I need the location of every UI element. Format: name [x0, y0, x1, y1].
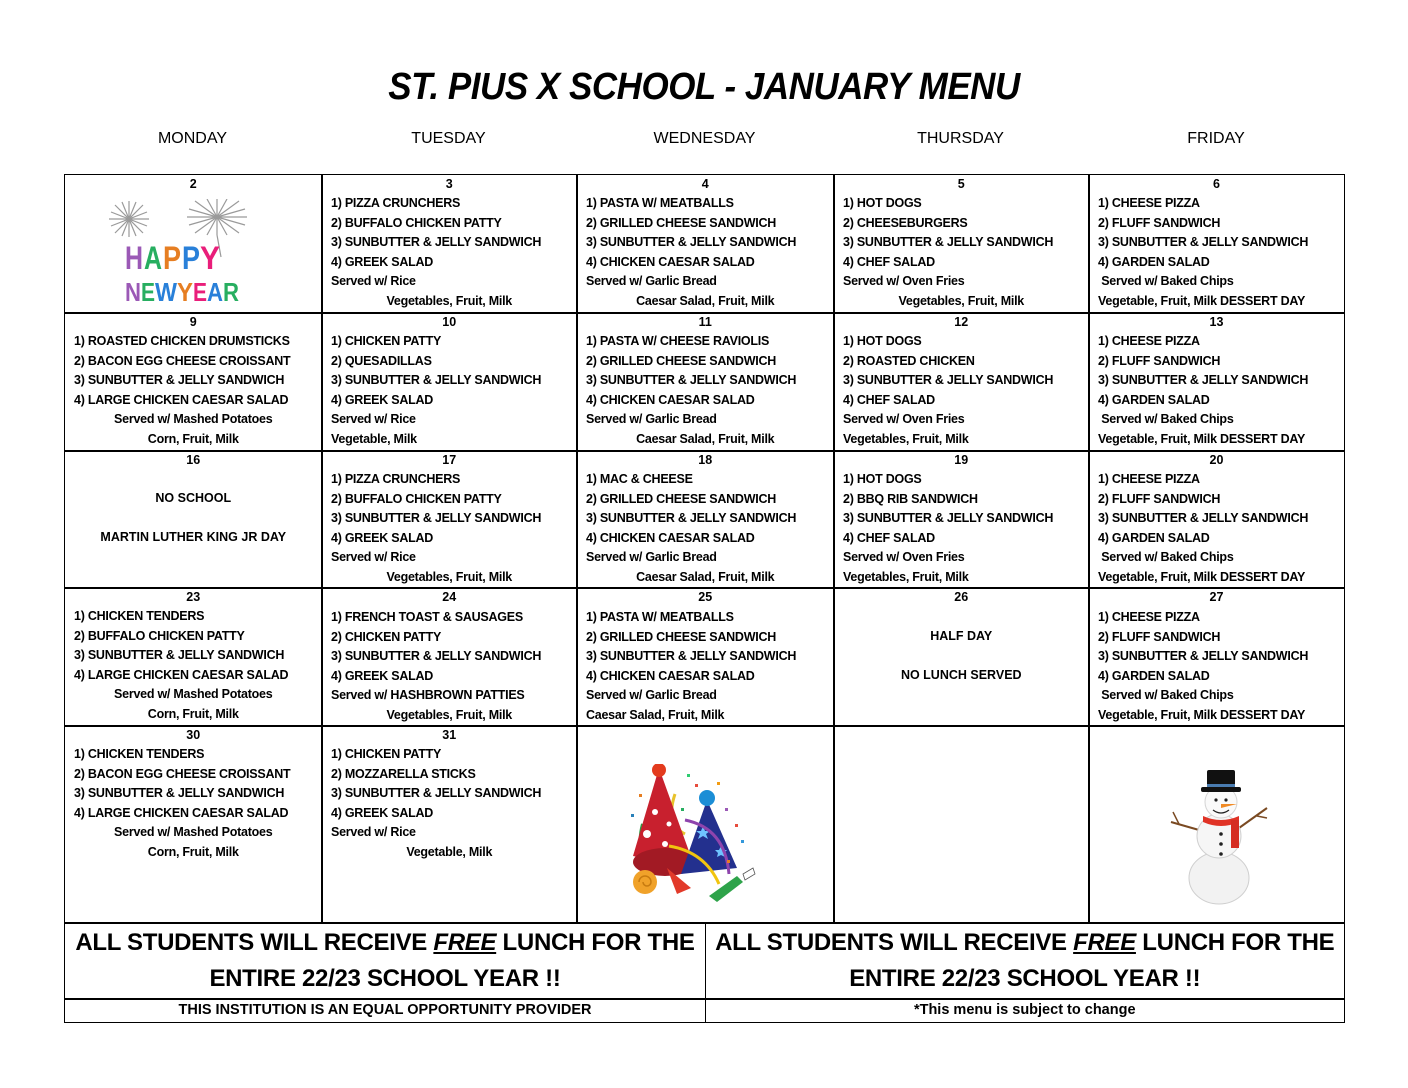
day-number: 23 [186, 590, 201, 604]
menu-item: 1) CHEESE PIZZA [1098, 472, 1200, 486]
menu-item: 1) PASTA W/ MEATBALLS [586, 610, 734, 624]
sides: Caesar Salad, Fruit, Milk [636, 569, 775, 584]
day-number: 19 [954, 453, 969, 467]
day-cell-jan-31 [321, 725, 578, 924]
free-emphasis: FREE [433, 929, 497, 956]
svg-text:Y: Y [177, 277, 193, 305]
day-number: 12 [954, 315, 969, 329]
menu-item: 1) CHICKEN TENDERS [74, 609, 205, 623]
day-cell-jan-20 [1088, 450, 1345, 589]
svg-text:P: P [163, 240, 181, 276]
day-cell-jan-30 [64, 725, 323, 924]
menu-item: 4) CHICKEN CAESAR SALAD [586, 530, 755, 545]
menu-item: 1) CHICKEN TENDERS [74, 747, 205, 761]
sides: Caesar Salad, Fruit, Milk [636, 431, 775, 446]
day-cell-jan-5 [833, 174, 1090, 314]
weekday-header-row [64, 130, 1344, 152]
day-number: 16 [186, 453, 201, 467]
day-cell-empty [833, 725, 1090, 924]
served-with: Served w/ Garlic Bread [586, 688, 717, 703]
menu-item: 4) CHEF SALAD [843, 530, 935, 545]
served-with: Served w/ Baked Chips [1098, 688, 1234, 703]
banner-line-2: ENTIRE 22/23 SCHOOL YEAR !! [209, 965, 561, 992]
menu-item: 4) GARDEN SALAD [1098, 254, 1210, 269]
banner-text: ALL STUDENTS WILL RECEIVE [715, 929, 1074, 956]
sides: Vegetable, Fruit, Milk DESSERT DAY [1098, 569, 1306, 584]
served-with: Served w/ Mashed Potatoes [114, 687, 273, 702]
served-with: Served w/ Garlic Bread [586, 274, 717, 289]
day-number: 2 [189, 177, 197, 191]
weekday-header-wednesday: WEDNESDAY [653, 130, 756, 147]
menu-item: 4) GARDEN SALAD [1098, 668, 1210, 683]
menu-item: 4) CHICKEN CAESAR SALAD [586, 254, 755, 269]
day-number: 20 [1209, 453, 1224, 467]
menu-item: 1) MAC & CHEESE [586, 472, 693, 486]
menu-item: 1) PASTA W/ CHEESE RAVIOLIS [586, 334, 770, 348]
menu-item: 1) ROASTED CHICKEN DRUMSTICKS [74, 334, 290, 348]
menu-item: 1) PIZZA CRUNCHERS [331, 472, 461, 486]
day-number: 26 [954, 590, 969, 604]
banner-text: ALL STUDENTS WILL RECEIVE [75, 929, 434, 956]
sides: Vegetable, Fruit, Milk DESSERT DAY [1098, 431, 1306, 446]
menu-item: 2) BUFFALO CHICKEN PATTY [74, 628, 245, 643]
menu-item: 2) GRILLED CHEESE SANDWICH [586, 629, 777, 644]
day-number: 18 [698, 453, 713, 467]
served-with: Served w/ Rice [331, 550, 416, 565]
menu-item: 2) ROASTED CHICKEN [843, 353, 975, 368]
day-number: 4 [701, 177, 709, 191]
svg-text:A: A [207, 277, 224, 305]
weekday-header-tuesday: TUESDAY [411, 130, 486, 147]
menu-item: 4) GREEK SALAD [331, 392, 434, 407]
menu-item: 3) SUNBUTTER & JELLY SANDWICH [331, 786, 542, 801]
day-cell-jan-11 [576, 312, 835, 452]
served-with: Served w/ Oven Fries [843, 412, 965, 427]
menu-item: 4) GREEK SALAD [331, 805, 434, 820]
day-number: 3 [445, 177, 453, 191]
svg-text:H: H [125, 240, 143, 276]
subject-to-change-note: *This menu is subject to change [705, 998, 1346, 1023]
menu-item: 2) BUFFALO CHICKEN PATTY [331, 491, 502, 506]
banner-text: LUNCH FOR THE [1135, 929, 1335, 956]
menu-item: 4) CHICKEN CAESAR SALAD [586, 668, 755, 683]
day-number: 17 [442, 453, 457, 467]
svg-text:Y: Y [200, 240, 220, 276]
svg-text:E: E [193, 277, 207, 305]
sides: Vegetables, Fruit, Milk [386, 569, 513, 584]
menu-item: 2) FLUFF SANDWICH [1098, 353, 1221, 368]
day-number: 27 [1209, 590, 1224, 604]
sides: Vegetable, Milk [331, 431, 417, 446]
menu-item: 1) CHEESE PIZZA [1098, 196, 1200, 210]
menu-item: 1) FRENCH TOAST & SAUSAGES [331, 610, 523, 624]
menu-item: 2) CHICKEN PATTY [331, 629, 442, 644]
page-title: ST. PIUS X SCHOOL - JANUARY MENU [388, 66, 1020, 108]
menu-item: 3) SUNBUTTER & JELLY SANDWICH [586, 511, 797, 526]
day-cell-jan-25 [576, 587, 835, 727]
day-cell-jan-12 [833, 312, 1090, 452]
day-number: 25 [698, 590, 713, 604]
day-cell-jan-23 [64, 587, 323, 727]
day-cell-jan-26 [833, 587, 1090, 727]
menu-item: 2) GRILLED CHEESE SANDWICH [586, 215, 777, 230]
menu-calendar-grid [64, 174, 1345, 1023]
served-with: Served w/ Garlic Bread [586, 550, 717, 565]
notice-half-day: HALF DAY [930, 629, 993, 643]
sides: Vegetables, Fruit, Milk [898, 293, 1025, 308]
equal-opportunity-note: THIS INSTITUTION IS AN EQUAL OPPORTUNITY PROVIDER [64, 998, 706, 1023]
menu-item: 1) HOT DOGS [843, 472, 922, 486]
served-with: Served w/ HASHBROWN PATTIES [331, 688, 525, 703]
day-cell-snowman-image [1088, 725, 1345, 924]
menu-item: 1) CHICKEN PATTY [331, 747, 442, 761]
menu-item: 4) GARDEN SALAD [1098, 530, 1210, 545]
served-with: Served w/ Oven Fries [843, 274, 965, 289]
menu-item: 2) BBQ RIB SANDWICH [843, 491, 978, 506]
weekday-header-monday: MONDAY [157, 130, 228, 147]
menu-item: 3) SUNBUTTER & JELLY SANDWICH [1098, 235, 1309, 250]
menu-item: 2) QUESADILLAS [331, 353, 432, 368]
served-with: Served w/ Mashed Potatoes [114, 412, 273, 427]
weekday-header-friday: FRIDAY [1187, 130, 1245, 147]
menu-item: 2) MOZZARELLA STICKS [331, 766, 476, 781]
day-number: 30 [186, 728, 201, 742]
menu-item: 2) GRILLED CHEESE SANDWICH [586, 353, 777, 368]
menu-item: 1) HOT DOGS [843, 334, 922, 348]
served-with: Served w/ Baked Chips [1098, 274, 1234, 289]
day-number: 9 [189, 315, 197, 329]
menu-item: 3) SUNBUTTER & JELLY SANDWICH [331, 511, 542, 526]
day-cell-jan-9 [64, 312, 323, 452]
day-number: 24 [442, 590, 457, 604]
menu-item: 3) SUNBUTTER & JELLY SANDWICH [331, 649, 542, 664]
day-cell-jan-27 [1088, 587, 1345, 727]
day-number: 10 [442, 315, 457, 329]
svg-text:A: A [144, 240, 162, 276]
menu-item: 2) BACON EGG CHEESE CROISSANT [74, 353, 291, 368]
menu-item: 4) LARGE CHICKEN CAESAR SALAD [74, 805, 289, 820]
day-cell-jan-17 [321, 450, 578, 589]
menu-item: 4) LARGE CHICKEN CAESAR SALAD [74, 667, 289, 682]
menu-item: 1) CHEESE PIZZA [1098, 334, 1200, 348]
day-cell-jan-6 [1088, 174, 1345, 314]
snowman-icon [1159, 766, 1279, 906]
menu-item: 3) SUNBUTTER & JELLY SANDWICH [74, 373, 285, 388]
served-with: Served w/ Baked Chips [1098, 550, 1234, 565]
notice-holiday: MARTIN LUTHER KING JR DAY [100, 529, 287, 544]
day-number: 5 [957, 177, 965, 191]
banner-line-1 [706, 925, 1345, 961]
day-cell-jan-2 [64, 174, 323, 314]
sides: Vegetable, Fruit, Milk DESSERT DAY [1098, 293, 1306, 308]
svg-text:N: N [125, 277, 141, 305]
menu-item: 2) FLUFF SANDWICH [1098, 629, 1221, 644]
served-with: Served w/ Rice [331, 274, 416, 289]
served-with: Served w/ Rice [331, 412, 416, 427]
menu-item: 4) GREEK SALAD [331, 530, 434, 545]
menu-item: 3) SUNBUTTER & JELLY SANDWICH [331, 235, 542, 250]
free-lunch-banner-right [705, 922, 1346, 1000]
banner-text: LUNCH FOR THE [496, 929, 695, 956]
weekday-header-thursday: THURSDAY [917, 130, 1004, 147]
menu-item: 3) SUNBUTTER & JELLY SANDWICH [843, 235, 1054, 250]
sides: Corn, Fruit, Milk [147, 431, 239, 446]
menu-item: 4) CHICKEN CAESAR SALAD [586, 392, 755, 407]
notice-no-school: NO SCHOOL [155, 491, 232, 505]
menu-item: 3) SUNBUTTER & JELLY SANDWICH [1098, 511, 1309, 526]
sides: Corn, Fruit, Milk [147, 706, 239, 721]
menu-item: 4) GREEK SALAD [331, 668, 434, 683]
served-with: Served w/ Mashed Potatoes [114, 825, 273, 840]
menu-item: 1) CHEESE PIZZA [1098, 610, 1200, 624]
menu-item: 2) FLUFF SANDWICH [1098, 215, 1221, 230]
free-lunch-banner-left [64, 922, 706, 1000]
banner-line-2: ENTIRE 22/23 SCHOOL YEAR !! [849, 965, 1201, 992]
menu-item: 2) FLUFF SANDWICH [1098, 491, 1221, 506]
sides: Caesar Salad, Fruit, Milk [586, 707, 725, 722]
day-cell-jan-19 [833, 450, 1090, 589]
menu-item: 4) LARGE CHICKEN CAESAR SALAD [74, 392, 289, 407]
svg-text:W: W [155, 277, 178, 305]
served-with: Served w/ Rice [331, 825, 416, 840]
day-cell-jan-10 [321, 312, 578, 452]
menu-item: 2) GRILLED CHEESE SANDWICH [586, 491, 777, 506]
day-cell-jan-18 [576, 450, 835, 589]
day-number: 11 [698, 315, 712, 329]
menu-item: 3) SUNBUTTER & JELLY SANDWICH [586, 649, 797, 664]
menu-item: 3) SUNBUTTER & JELLY SANDWICH [1098, 649, 1309, 664]
sides: Corn, Fruit, Milk [147, 844, 239, 859]
day-cell-jan-3 [321, 174, 578, 314]
menu-item: 1) CHICKEN PATTY [331, 334, 442, 348]
menu-item: 3) SUNBUTTER & JELLY SANDWICH [331, 373, 542, 388]
day-cell-party-image [576, 725, 835, 924]
party-hats-icon [625, 764, 775, 906]
menu-item: 3) SUNBUTTER & JELLY SANDWICH [1098, 373, 1309, 388]
menu-item: 4) GARDEN SALAD [1098, 392, 1210, 407]
day-cell-jan-24 [321, 587, 578, 727]
sides: Vegetable, Fruit, Milk DESSERT DAY [1098, 707, 1306, 722]
happy-new-year-icon [107, 199, 247, 305]
menu-item: 4) CHEF SALAD [843, 392, 935, 407]
menu-item: 3) SUNBUTTER & JELLY SANDWICH [586, 235, 797, 250]
svg-text:R: R [223, 277, 240, 305]
free-emphasis: FREE [1073, 929, 1136, 956]
sides: Vegetables, Fruit, Milk [843, 431, 969, 446]
menu-item: 2) BUFFALO CHICKEN PATTY [331, 215, 502, 230]
sides: Vegetables, Fruit, Milk [843, 569, 969, 584]
menu-item: 2) CHEESEBURGERS [843, 215, 968, 230]
menu-item: 3) SUNBUTTER & JELLY SANDWICH [74, 786, 285, 801]
sides: Vegetable, Milk [406, 844, 493, 859]
menu-item: 1) PIZZA CRUNCHERS [331, 196, 461, 210]
menu-item: 3) SUNBUTTER & JELLY SANDWICH [843, 511, 1054, 526]
day-number: 13 [1209, 315, 1224, 329]
svg-text:E: E [141, 277, 155, 305]
served-with: Served w/ Oven Fries [843, 550, 965, 565]
menu-item: 4) GREEK SALAD [331, 254, 434, 269]
svg-text:P: P [182, 240, 200, 276]
menu-item: 2) BACON EGG CHEESE CROISSANT [74, 766, 291, 781]
menu-item: 4) CHEF SALAD [843, 254, 935, 269]
menu-item: 3) SUNBUTTER & JELLY SANDWICH [586, 373, 797, 388]
banner-line-1 [65, 925, 705, 961]
notice-no-lunch: NO LUNCH SERVED [900, 667, 1022, 682]
served-with: Served w/ Garlic Bread [586, 412, 717, 427]
menu-item: 1) PASTA W/ MEATBALLS [586, 196, 734, 210]
day-number: 6 [1213, 177, 1220, 191]
sides: Caesar Salad, Fruit, Milk [636, 293, 775, 308]
sides: Vegetables, Fruit, Milk [386, 707, 513, 722]
menu-item: 3) SUNBUTTER & JELLY SANDWICH [843, 373, 1054, 388]
day-cell-jan-13 [1088, 312, 1345, 452]
day-number: 31 [442, 728, 457, 742]
served-with: Served w/ Baked Chips [1098, 412, 1234, 427]
menu-item: 1) HOT DOGS [843, 196, 922, 210]
day-cell-jan-16 [64, 450, 323, 589]
day-cell-jan-4 [576, 174, 835, 314]
menu-item: 3) SUNBUTTER & JELLY SANDWICH [74, 648, 285, 663]
sides: Vegetables, Fruit, Milk [386, 293, 513, 308]
